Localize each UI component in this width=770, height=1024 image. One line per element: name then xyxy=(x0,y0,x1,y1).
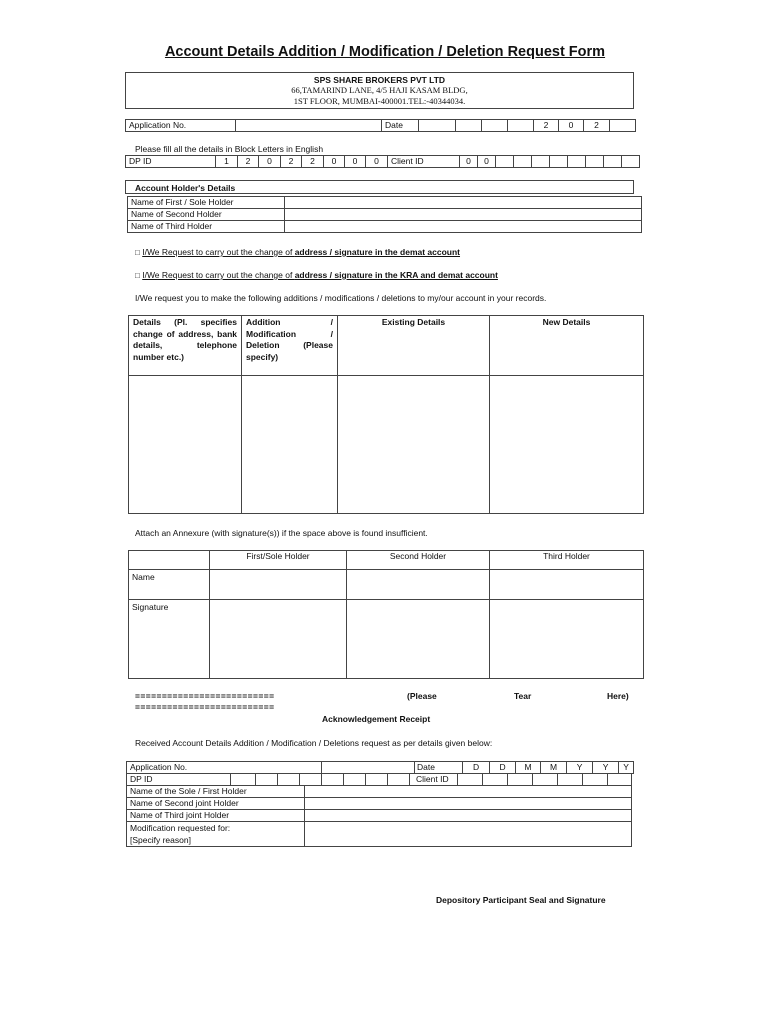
details-table xyxy=(128,315,644,514)
client-id-label: Client ID xyxy=(388,156,460,168)
tear-line-2: ========================== xyxy=(135,702,275,712)
application-row xyxy=(125,119,636,132)
second-holder-signature-field[interactable] xyxy=(347,600,490,679)
date-cell[interactable] xyxy=(456,120,482,132)
instruction-text: Please fill all the details in Block Letters in English xyxy=(135,144,324,154)
existing-details-input[interactable] xyxy=(338,376,490,514)
receipt-client-id-cell[interactable] xyxy=(508,774,533,786)
details-col-header: Details (Pl. specifies change of address, bank details, telephone number etc.) xyxy=(129,316,242,376)
receipt-first-holder-label: Name of the Sole / First Holder xyxy=(127,786,305,798)
client-id-cell[interactable] xyxy=(604,156,622,168)
date-cell[interactable] xyxy=(508,120,534,132)
client-id-cell[interactable] xyxy=(496,156,514,168)
broker-name: SPS SHARE BROKERS PVT LTD xyxy=(313,75,446,85)
account-holders-heading: Account Holder's Details xyxy=(125,180,634,194)
checkbox-icon[interactable]: □ xyxy=(135,271,140,280)
receipt-dp-id-cell[interactable] xyxy=(278,774,300,786)
option-demat[interactable] xyxy=(135,247,460,257)
third-holder-label: Name of Third Holder xyxy=(128,221,285,233)
dp-id-digit[interactable]: 0 xyxy=(259,156,281,168)
receipt-date-cell[interactable]: D xyxy=(463,762,490,774)
third-holder-header: Third Holder xyxy=(490,551,644,570)
option-kra-text: I/We Request to carry out the change of xyxy=(142,270,295,280)
receipt-modification-label xyxy=(127,822,305,847)
receipt-dp-id-cell[interactable] xyxy=(300,774,322,786)
option-demat-text: I/We Request to carry out the change of xyxy=(142,247,295,257)
client-id-cell[interactable] xyxy=(550,156,568,168)
annexure-text: Attach an Annexure (with signature(s)) if the space above is found insufficient. xyxy=(135,528,428,538)
new-details-header: New Details xyxy=(490,316,644,376)
modification-line-2: [Specify reason] xyxy=(130,835,191,845)
date-digit[interactable]: 0 xyxy=(559,120,584,132)
first-holder-header: First/Sole Holder xyxy=(210,551,347,570)
receipt-third-holder-field[interactable] xyxy=(305,810,632,822)
modification-line-1: Modification requested for: xyxy=(130,823,231,833)
receipt-client-id-cell[interactable] xyxy=(458,774,483,786)
receipt-client-id-cell[interactable] xyxy=(558,774,583,786)
received-text: Received Account Details Addition / Modification / Deletions request as per details given below: xyxy=(135,738,493,748)
receipt-application-field[interactable] xyxy=(322,762,415,774)
third-holder-name-field[interactable] xyxy=(490,570,644,600)
first-holder-signature-field[interactable] xyxy=(210,600,347,679)
receipt-dp-id-cell[interactable] xyxy=(322,774,344,786)
client-id-cell[interactable] xyxy=(586,156,604,168)
account-holders-table xyxy=(127,196,642,233)
receipt-dp-id-cell[interactable] xyxy=(388,774,410,786)
receipt-application-label: Application No. xyxy=(127,762,322,774)
dp-id-digit[interactable]: 0 xyxy=(366,156,388,168)
empty-header-cell xyxy=(129,551,210,570)
receipt-date-cell[interactable]: Y xyxy=(593,762,619,774)
request-text: I/We request you to make the following additions / modifications / deletions to my/our account in your records. xyxy=(135,293,547,303)
tear-please: (Please xyxy=(407,691,437,701)
receipt-dp-id-cell[interactable] xyxy=(231,774,256,786)
option-kra-bold: address / signature in the KRA and demat account xyxy=(294,270,498,280)
receipt-second-holder-field[interactable] xyxy=(305,798,632,810)
date-cell[interactable] xyxy=(419,120,456,132)
second-holder-label: Name of Second Holder xyxy=(128,209,285,221)
dp-id-label: DP ID xyxy=(126,156,216,168)
broker-address-line2: 1ST FLOOR, MUMBAI-400001.TEL:-40344034. xyxy=(293,96,466,106)
receipt-holders-table xyxy=(126,785,632,847)
dp-id-digit[interactable]: 0 xyxy=(324,156,345,168)
client-id-digit[interactable]: 0 xyxy=(478,156,496,168)
signature-row-label: Signature xyxy=(129,600,210,679)
name-row-label: Name xyxy=(129,570,210,600)
dp-id-digit[interactable]: 2 xyxy=(302,156,324,168)
receipt-date-cell[interactable]: M xyxy=(541,762,567,774)
receipt-date-cell[interactable]: M xyxy=(516,762,541,774)
option-kra-demat[interactable] xyxy=(135,270,498,280)
first-holder-field[interactable] xyxy=(285,197,642,209)
tear-tear: Tear xyxy=(514,691,532,701)
second-holder-field[interactable] xyxy=(285,209,642,221)
client-id-cell[interactable] xyxy=(514,156,532,168)
dp-id-digit[interactable]: 0 xyxy=(345,156,366,168)
option-demat-bold: address / signature in the demat account xyxy=(294,247,461,257)
receipt-modification-field[interactable] xyxy=(305,822,632,847)
receipt-date-label: Date xyxy=(415,762,463,774)
acknowledgement-title: Acknowledgement Receipt xyxy=(322,714,431,724)
date-cell[interactable] xyxy=(482,120,508,132)
receipt-dp-id-cell[interactable] xyxy=(366,774,388,786)
existing-details-header: Existing Details xyxy=(338,316,490,376)
checkbox-icon[interactable]: □ xyxy=(135,248,140,257)
client-id-digit[interactable]: 0 xyxy=(460,156,478,168)
receipt-date-cell[interactable]: Y xyxy=(619,762,634,774)
second-holder-header: Second Holder xyxy=(347,551,490,570)
receipt-first-holder-field[interactable] xyxy=(305,786,632,798)
receipt-client-id-cell[interactable] xyxy=(583,774,608,786)
receipt-dp-id-cell[interactable] xyxy=(256,774,278,786)
dp-id-digit[interactable]: 1 xyxy=(216,156,238,168)
client-id-cell[interactable] xyxy=(532,156,550,168)
dp-id-row xyxy=(125,155,640,168)
application-no-field[interactable] xyxy=(236,120,382,132)
action-input[interactable] xyxy=(242,376,338,514)
receipt-client-id-cell[interactable] xyxy=(483,774,508,786)
first-holder-label: Name of First / Sole Holder xyxy=(128,197,285,209)
receipt-dp-id-cell[interactable] xyxy=(344,774,366,786)
date-cell[interactable] xyxy=(610,120,636,132)
client-id-cell[interactable] xyxy=(622,156,640,168)
receipt-dp-id-label: DP ID xyxy=(127,774,231,786)
receipt-second-holder-label: Name of Second joint Holder xyxy=(127,798,305,810)
receipt-client-id-cell[interactable] xyxy=(533,774,558,786)
first-holder-name-field[interactable] xyxy=(210,570,347,600)
broker-address-line1: 66,TAMARIND LANE, 4/5 HAJI KASAM BLDG, xyxy=(291,85,468,95)
details-input[interactable] xyxy=(129,376,242,514)
broker-header-box xyxy=(125,72,634,109)
application-no-label: Application No. xyxy=(126,120,236,132)
receipt-client-id-label: Client ID xyxy=(410,774,458,786)
receipt-date-cell[interactable]: Y xyxy=(567,762,593,774)
new-details-input[interactable] xyxy=(490,376,644,514)
date-digit[interactable]: 2 xyxy=(584,120,610,132)
client-id-cell[interactable] xyxy=(568,156,586,168)
receipt-date-cell[interactable]: D xyxy=(490,762,516,774)
form-title: Account Details Addition / Modification / Deletion Request Form xyxy=(164,44,606,60)
tear-line-1: ========================== xyxy=(135,691,275,701)
dp-id-digit[interactable]: 2 xyxy=(238,156,259,168)
signature-table xyxy=(128,550,644,679)
tear-here: Here) xyxy=(607,691,629,701)
receipt-client-id-cell[interactable] xyxy=(608,774,632,786)
action-col-header: Addition / Modification / Deletion (Please specify) xyxy=(242,316,338,376)
date-label: Date xyxy=(382,120,419,132)
second-holder-name-field[interactable] xyxy=(347,570,490,600)
dp-seal-signature: Depository Participant Seal and Signature xyxy=(436,895,606,905)
third-holder-field[interactable] xyxy=(285,221,642,233)
dp-id-digit[interactable]: 2 xyxy=(281,156,302,168)
date-digit[interactable]: 2 xyxy=(534,120,559,132)
third-holder-signature-field[interactable] xyxy=(490,600,644,679)
receipt-third-holder-label: Name of Third joint Holder xyxy=(127,810,305,822)
